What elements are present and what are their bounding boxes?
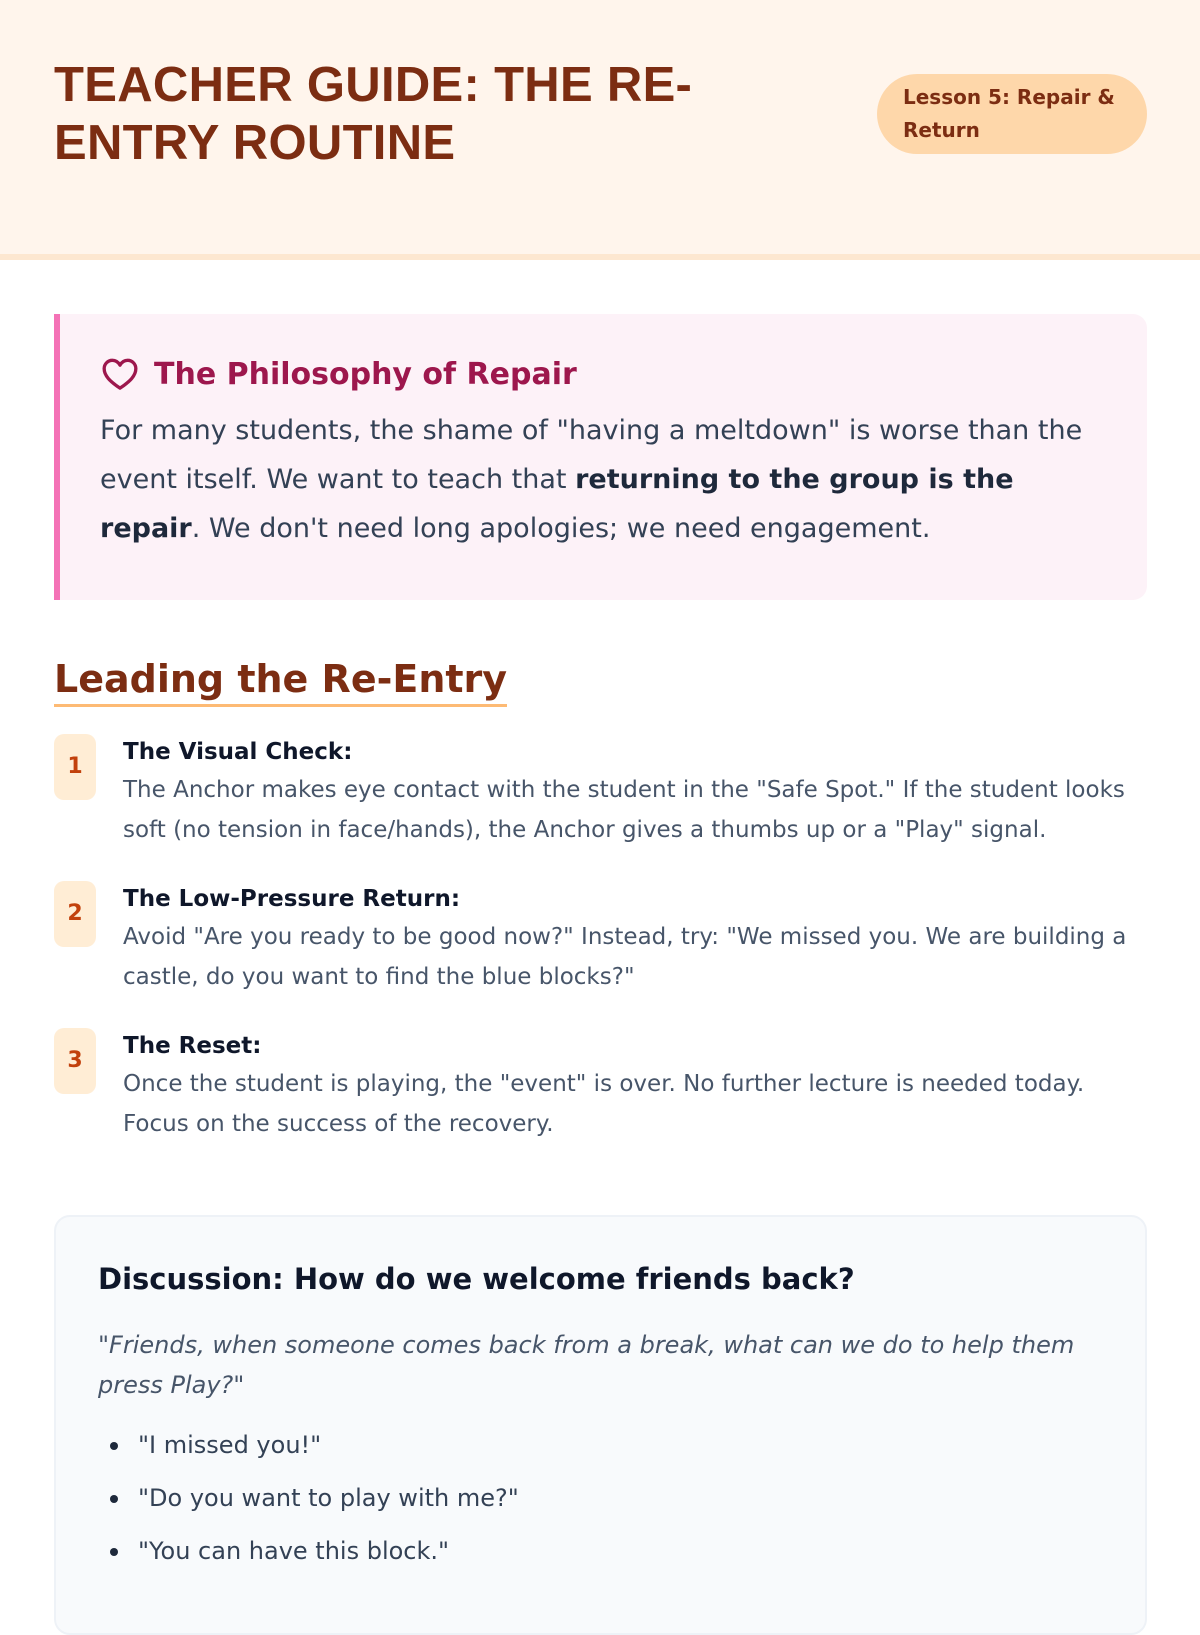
step-body [123,881,1153,997]
section-title: Leading the Re-Entry [54,654,507,707]
philosophy-title: The Philosophy of Repair [154,356,577,392]
page-header [0,0,1200,260]
page-title: TEACHER GUIDE: THE RE-ENTRY ROUTINE [54,58,693,170]
bullet-icon [110,1548,118,1556]
discussion-title: Discussion: How do we welcome friends back? [98,1262,855,1296]
bullet-icon [110,1442,118,1450]
step-body [123,1028,1153,1144]
philosophy-header [100,354,1107,394]
discussion-list [98,1419,1103,1578]
list-item [98,1525,1103,1578]
philosophy-text-start: For many students, the shame of "having a meltdown" is worse than the event itself. We want to teach that [100,415,1083,495]
steps-list [54,734,1147,1175]
list-item [98,1419,1103,1472]
step-title: The Visual Check: [123,739,353,765]
lesson-badge: Lesson 5: Repair & Return [877,74,1147,154]
list-item-text: "You can have this block." [138,1537,450,1565]
step-item [54,881,1147,1028]
step-number-badge: 1 [54,734,96,800]
heart-icon [100,354,140,394]
bullet-icon [110,1495,118,1503]
list-item [98,1472,1103,1525]
step-number-badge: 3 [54,1028,96,1094]
step-item [54,734,1147,881]
philosophy-text-emphasis: returning to the group is the repair [100,464,1014,544]
list-item-text: "I missed you!" [138,1431,322,1459]
step-text: The Anchor makes eye contact with the student in the "Safe Spot." If the student looks soft (no tension in face/hands), the Anchor gives a thumbs up or a "Play" signal. [123,777,1125,843]
list-item-text: "Do you want to play with me?" [138,1484,519,1512]
step-body [123,734,1153,850]
step-title: The Low-Pressure Return: [123,886,461,912]
step-text: Avoid "Are you ready to be good now?" Instead, try: "We missed you. We are building a castle, do you want to find the blue blocks?" [123,924,1127,990]
philosophy-callout [54,314,1147,600]
philosophy-text [100,406,1110,553]
step-text: Once the student is playing, the "event" is over. No further lecture is needed today. Focus on the success of the recovery. [123,1071,1085,1137]
step-title: The Reset: [123,1033,262,1059]
step-number-badge: 2 [54,881,96,947]
discussion-card [54,1215,1147,1635]
philosophy-text-end: . We don't need long apologies; we need engagement. [191,513,931,544]
step-item [54,1028,1147,1175]
discussion-quote: "Friends, when someone comes back from a break, what can we do to help them press Play?" [98,1331,1075,1399]
